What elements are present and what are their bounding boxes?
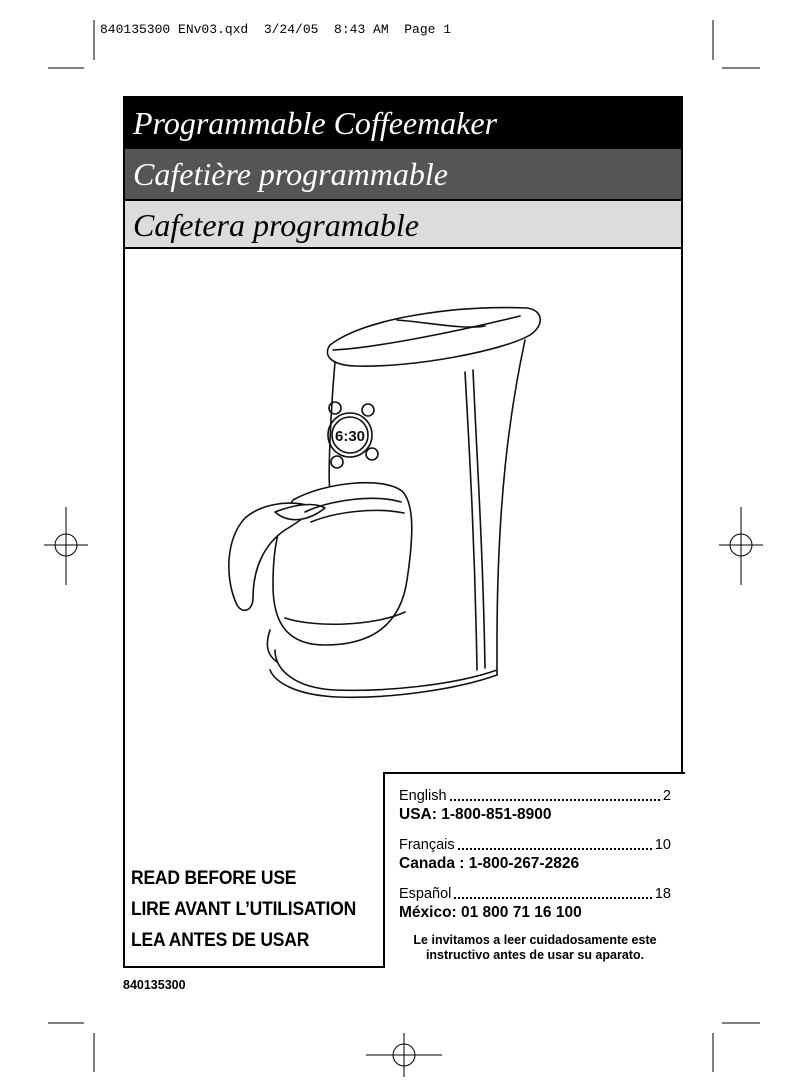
coffeemaker-illustration: [125, 250, 681, 770]
phone-canada: Canada : 1-800-267-2826: [399, 855, 580, 872]
printer-slug-line: 840135300 ENv03.qxd 3/24/05 8:43 AM Page 1: [100, 22, 452, 37]
registration-mark-left: [44, 507, 88, 585]
contents-label: Español: [399, 886, 452, 902]
leader-dots: [458, 848, 652, 850]
contents-label: Français: [399, 837, 455, 853]
read-before-use-english: READ BEFORE USE: [131, 868, 297, 889]
contents-page: 2: [662, 788, 671, 804]
contents-row-english: [399, 788, 671, 805]
leader-dots: [454, 897, 651, 899]
registration-mark-right: [719, 507, 763, 585]
contents-label: English: [399, 788, 447, 804]
read-before-use-spanish: LEA ANTES DE USAR: [131, 930, 310, 951]
leader-dots: [450, 799, 660, 801]
contents-page: 10: [654, 837, 671, 853]
product-code: 840135300: [123, 978, 186, 992]
contents-box: [383, 772, 685, 968]
title-english: Programmable Coffeemaker: [125, 98, 681, 148]
title-french: Cafetière programmable: [125, 148, 681, 199]
contents-page: 18: [654, 886, 671, 902]
registration-mark-bottom: [366, 1033, 442, 1077]
read-before-use-french: LIRE AVANT L’UTILISATION: [131, 899, 357, 920]
phone-usa: USA: 1-800-851-8900: [399, 806, 552, 823]
read-before-use-block: [131, 863, 376, 956]
title-spanish: Cafetera programable: [125, 199, 681, 249]
phone-mexico: México: 01 800 71 16 100: [399, 904, 582, 921]
invitation-note: Le invitamos a leer cuidadosamente este instructivo antes de usar su aparato.: [413, 933, 657, 962]
contents-row-french: [399, 837, 671, 854]
display-time: 6:30: [334, 428, 366, 445]
contents-row-spanish: [399, 886, 671, 903]
